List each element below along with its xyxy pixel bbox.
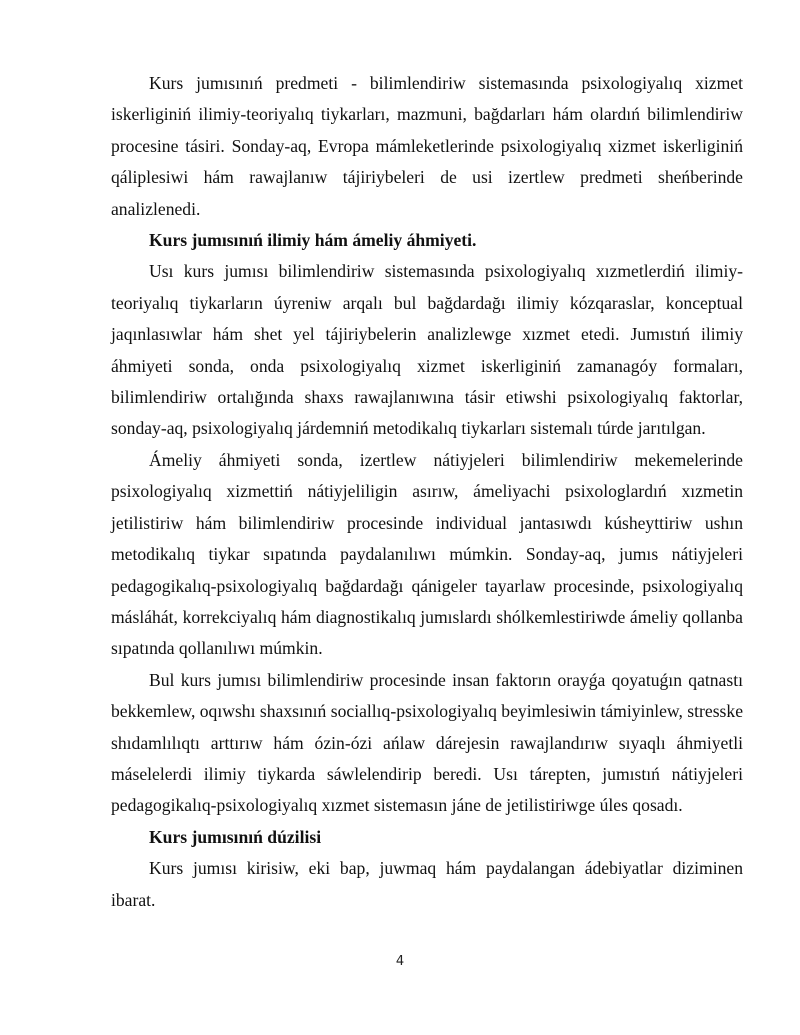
document-page [111,68,743,916]
paragraph-contribution: Bul kurs jumısı bilimlendiriw procesinde insan faktorın orayǵa qoyatuǵın qatnastı bekkemlew, oqıwshı shaxsınıń sociallıq-psixologiyalıq beyimlesiwin támiyinlew, stresske shıdamlılıqtı arttırıw hám ózin-ózi ańlaw dárejesin rawajlandırıw sıyaqlı áhmiyetli máselelerdi ilimiy tiykarda sáwlelendirip beredi. Usı tárepten, jumıstıń nátiyjeleri pedagogikalıq-psixologiyalıq xızmet sistemasın jáne de jetilistiriwge úles qosadı. [111,669,743,816]
paragraph-practical-significance: Ámeliy áhmiyeti sonda, izertlew nátiyjeleri bilimlendiriw mekemelerinde psixologiyalıq xizmettiń nátiyjeliligin asırıw, ámeliyachi psixologlardıń xızmetin jetilistiriw hám bilimlendiriw procesinde individual jantasıwdı kúsheyttiriw ushın metodikalıq tiykar sıpatında paydalanılıwı múmkin. Sonday-aq, jumıs nátiyjeleri pedagogikalıq-psixologiyalıq bağdardağı qánigeler tayarlaw procesinde, psixologiyalıq másláhát, korrekciyalıq hám diagnostikalıq jumıslardı shólkemlestiriwde ámeliy qollanba sıpatında qollanılıwı múmkin. [111,449,743,659]
paragraph-scientific-significance: Usı kurs jumısı bilimlendiriw sistemasında psixologiyalıq xızmetlerdiń ilimiy-teoriyalıq tiykarların úyreniw arqalı bul bağdardağı ilimiy kózqaraslar, konceptual jaqınlasıwlar hám shet yel tájiriybelerin analizlewge xızmet etedi. Jumıstıń ilimiy áhmiyeti sonda, onda psixologiyalıq xizmet iskerliginiń zamanagóy formaları, bilimlendiriw ortalığında shaxs rawajlanıwına tásir etiwshi psixologiyalıq faktorlar, sonday-aq, psixologiyalıq járdemniń metodikalıq tiykarları sistemalı túrde jarıtılgan. [111,261,743,439]
paragraph-structure: Kurs jumısı kirisiw, eki bap, juwmaq hám paydalangan ádebiyatlar diziminen ibarat. [111,858,743,910]
heading-structure: Kurs jumısınıń dúzilisi [149,826,322,847]
page-number: 4 [395,954,405,969]
heading-significance: Kurs jumısınıń ilimiy hám ámeliy áhmiyeti. [149,230,477,251]
paragraph-subject: Kurs jumısınıń predmeti - bilimlendiriw sistemasında psixologiyalıq xizmet iskerliginiń ilimiy-teoriyalıq tiykarları, mazmuni, bağdarları hám olardıń bilimlendiriw procesine tásiri. Sonday-aq, Evropa mámleketlerinde psixologiyalıq xizmet iskerliginiń qáliplesiwi hám rawajlanıw tájiriybeleri de usi izertlew predmeti sheńberinde analizlenedi. [111,73,743,219]
